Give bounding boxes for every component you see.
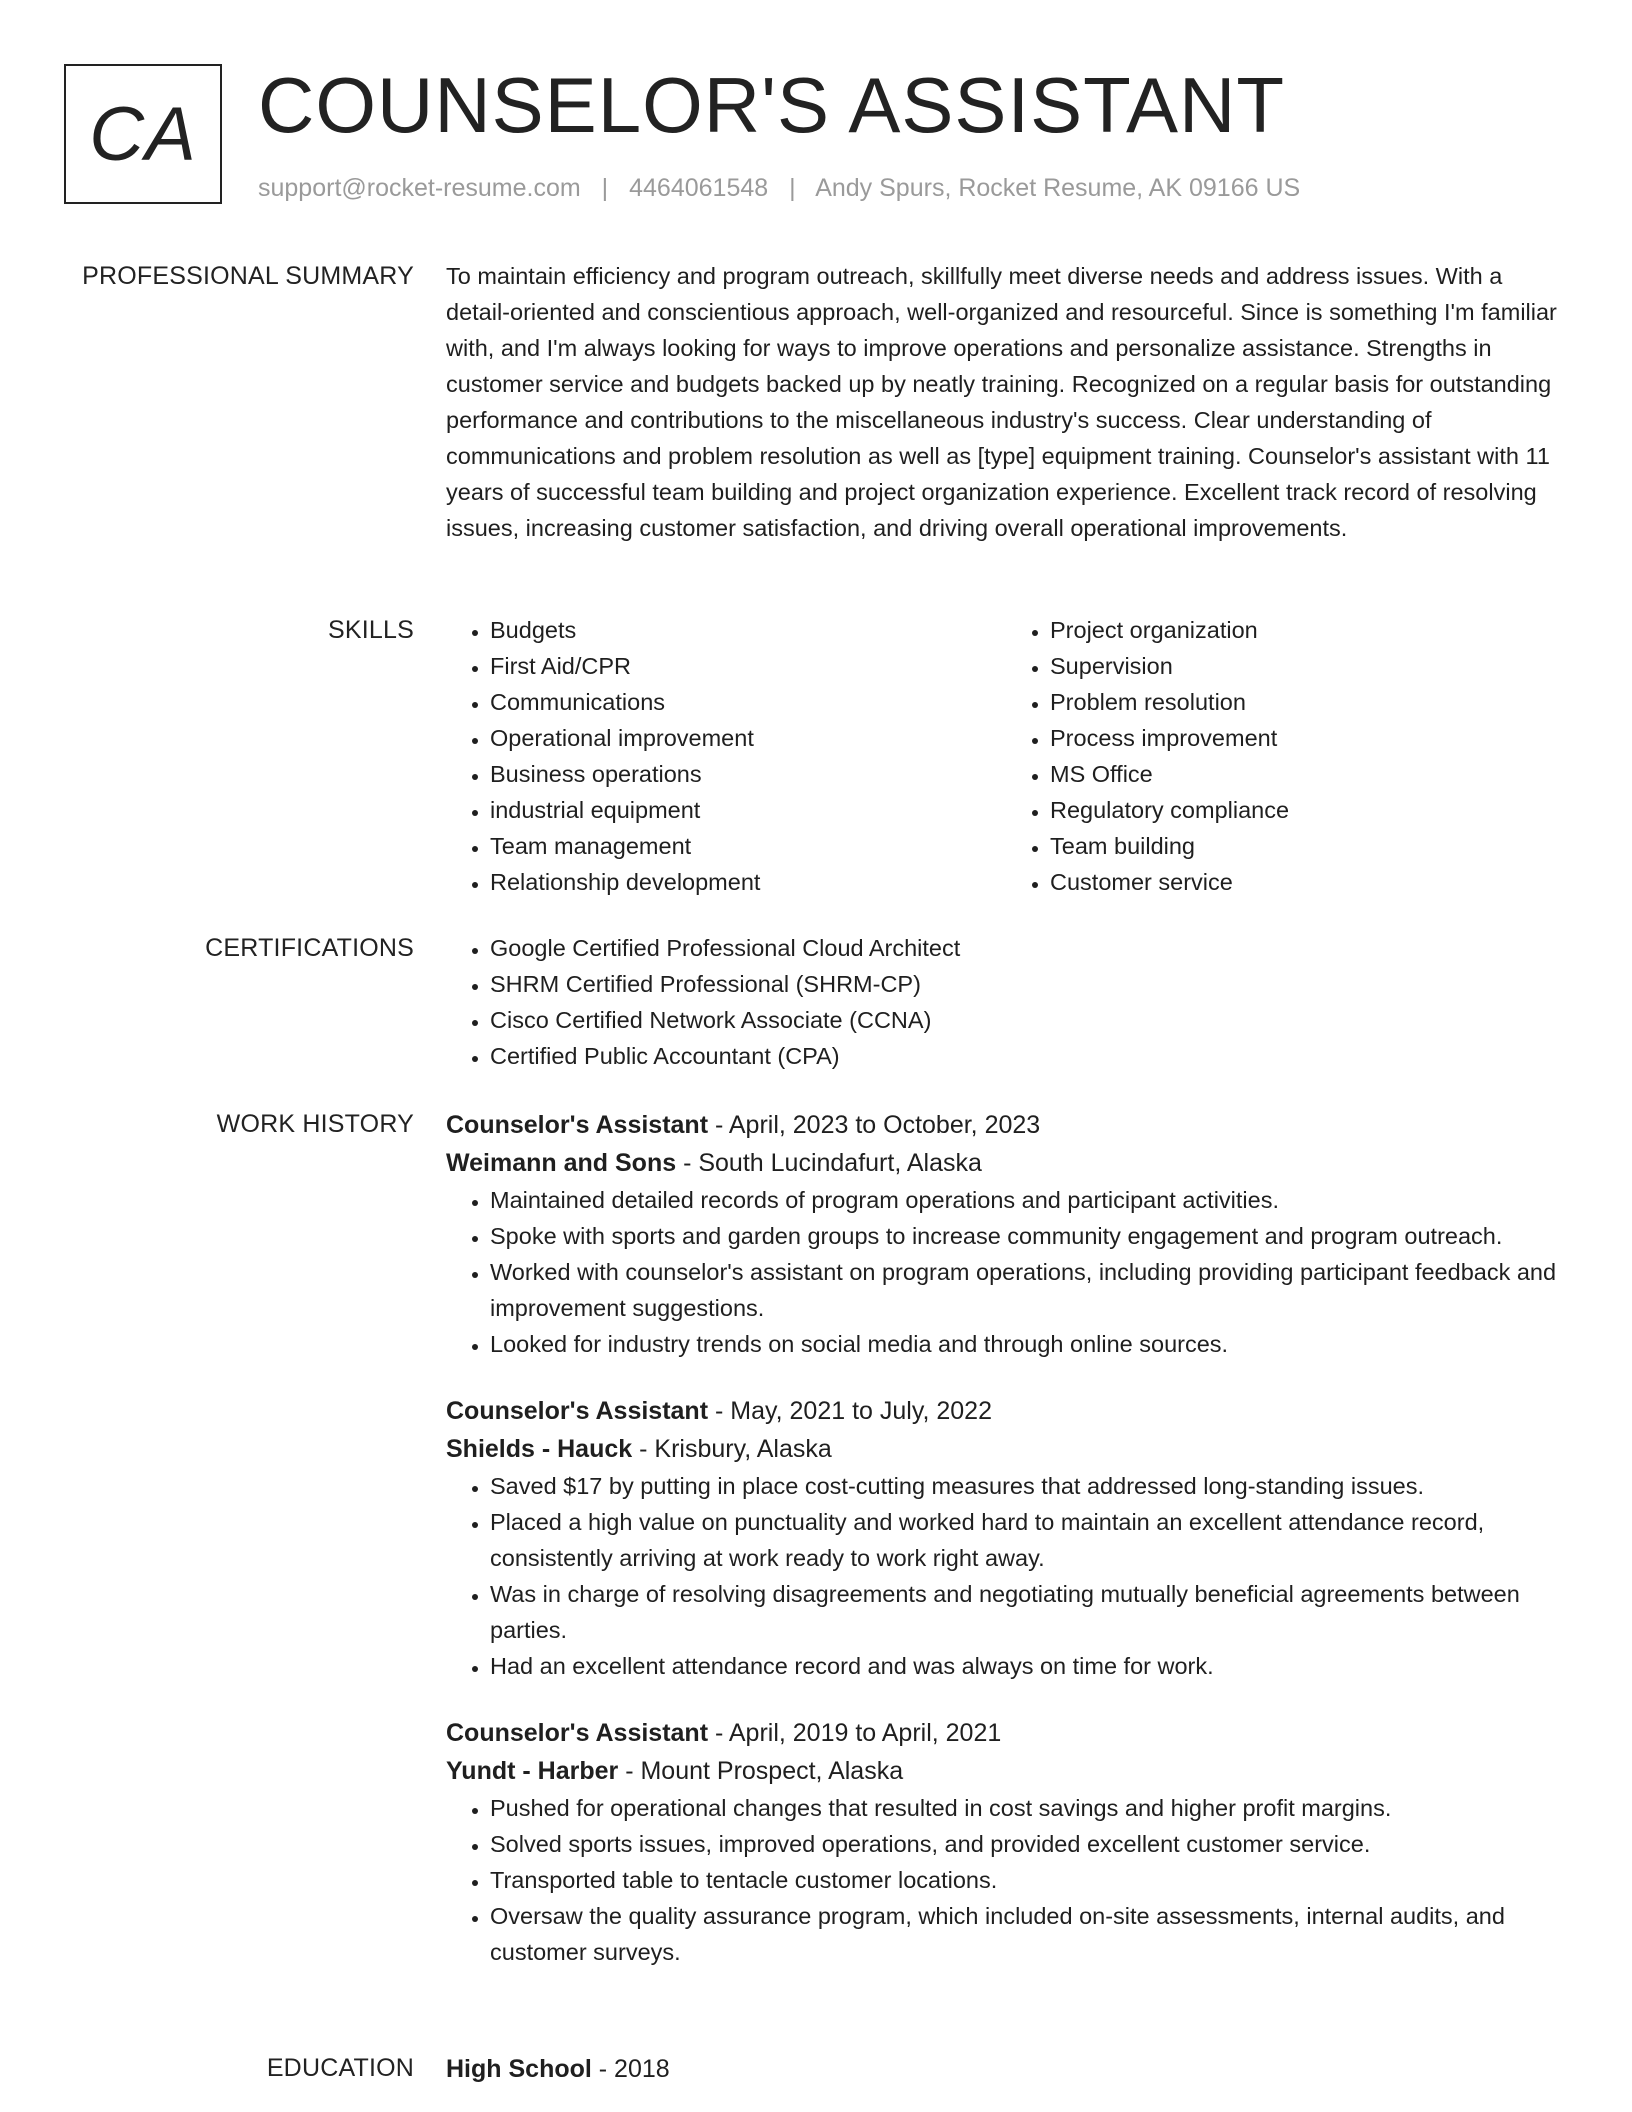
job-bullet: • Transported table to tentacle customer locations.: [490, 1862, 1566, 1898]
page-title: COUNSELOR'S ASSISTANT: [258, 61, 1286, 149]
work-history-body: [446, 1106, 1566, 2000]
certification-item: • Cisco Certified Network Associate (CCNA): [490, 1002, 1566, 1038]
job-title-line: [446, 1106, 1566, 1144]
skills-list-right: [1006, 612, 1566, 900]
job-bullet: • Saved $17 by putting in place cost-cutting measures that addressed long-standing issues.: [490, 1468, 1566, 1504]
job-bullets: [446, 1182, 1566, 1362]
job-bullets: [446, 1468, 1566, 1684]
monogram: CA: [64, 64, 222, 204]
job-bullet: • Oversaw the quality assurance program, which included on-site assessments, internal audits, and customer surveys.: [490, 1898, 1566, 1970]
skill-item: • Operational improvement: [490, 720, 1006, 756]
section-label-work-history: WORK HISTORY: [216, 1110, 414, 1138]
job-entry: [446, 1714, 1566, 1970]
job-title-line: [446, 1714, 1566, 1752]
job-entry: [446, 1106, 1566, 1362]
skill-item: • Relationship development: [490, 864, 1006, 900]
job-location: - South Lucindafurt, Alaska: [676, 1149, 982, 1177]
certification-item: • SHRM Certified Professional (SHRM-CP): [490, 966, 1566, 1002]
skill-item: • Problem resolution: [1050, 684, 1566, 720]
education-degree: High School: [446, 2055, 592, 2083]
skill-item: • Customer service: [1050, 864, 1566, 900]
section-label-summary: PROFESSIONAL SUMMARY: [82, 262, 414, 290]
skill-item: • Process improvement: [1050, 720, 1566, 756]
job-title: Counselor's Assistant: [446, 1719, 709, 1747]
skill-item: • Supervision: [1050, 648, 1566, 684]
contact-separator: |: [789, 174, 796, 202]
contact-line: [258, 174, 1300, 203]
job-bullet: • Spoke with sports and garden groups to increase community engagement and program outreach.: [490, 1218, 1566, 1254]
section-label-skills: SKILLS: [328, 616, 414, 644]
summary-text: To maintain efficiency and program outreach, skillfully meet diverse needs and address issues. With a detail-oriented and conscientious approach, well-organized and resourceful. Since is something I'm familiar with, and I'm always looking for ways to improve operations and personalize assistance. Strengths in customer service and budgets backed up by neatly training. Recognized on a regular basis for outstanding performance and contributions to the miscellaneous industry's success. Clear understanding of communications and problem resolution as well as [type] equipment training. Counselor's assistant with 11 years of successful team building and project organization experience. Excellent track record of resolving issues, increasing customer satisfaction, and driving overall operational improvements.: [446, 263, 1557, 541]
skill-item: • MS Office: [1050, 756, 1566, 792]
skill-item: • Team management: [490, 828, 1006, 864]
education-entry: [446, 2050, 1566, 2088]
job-company-line: [446, 1144, 1566, 1182]
education-body: [446, 2050, 1566, 2088]
job-company: Yundt - Harber: [446, 1757, 619, 1785]
job-company-line: [446, 1752, 1566, 1790]
contact-separator: |: [601, 174, 609, 202]
job-bullet: • Worked with counselor's assistant on program operations, including providing participant feedback and improvement suggestions.: [490, 1254, 1566, 1326]
job-company: Weimann and Sons: [446, 1149, 677, 1177]
skill-item: • Project organization: [1050, 612, 1566, 648]
contact-address: Andy Spurs, Rocket Resume, AK 09166 US: [815, 174, 1301, 202]
job-title: Counselor's Assistant: [446, 1111, 709, 1139]
education-year: - 2018: [591, 2055, 670, 2083]
skill-item: • First Aid/CPR: [490, 648, 1006, 684]
skill-item: • industrial equipment: [490, 792, 1006, 828]
job-dates: - April, 2023 to October, 2023: [708, 1111, 1041, 1139]
job-bullet: • Was in charge of resolving disagreements and negotiating mutually beneficial agreements between parties.: [490, 1576, 1566, 1648]
job-bullet: • Pushed for operational changes that resulted in cost savings and higher profit margins.: [490, 1790, 1566, 1826]
certification-item: • Google Certified Professional Cloud Architect: [490, 930, 1566, 966]
resume-header: [64, 61, 1592, 214]
skill-item: • Regulatory compliance: [1050, 792, 1566, 828]
job-bullet: • Maintained detailed records of program operations and participant activities.: [490, 1182, 1566, 1218]
job-bullet: • Had an excellent attendance record and was always on time for work.: [490, 1648, 1566, 1684]
job-bullet: • Placed a high value on punctuality and worked hard to maintain an excellent attendance record, consistently arriving at work ready to work right away.: [490, 1504, 1566, 1576]
section-label-certifications: CERTIFICATIONS: [205, 934, 414, 962]
certifications-body: [446, 930, 1566, 1074]
job-title: Counselor's Assistant: [446, 1397, 709, 1425]
job-entry: [446, 1392, 1566, 1684]
job-bullets: [446, 1790, 1566, 1970]
skill-item: • Communications: [490, 684, 1006, 720]
job-location: - Krisbury, Alaska: [632, 1435, 832, 1463]
job-company: Shields - Hauck: [446, 1435, 633, 1463]
certification-item: • Certified Public Accountant (CPA): [490, 1038, 1566, 1074]
contact-email: support@rocket-resume.com: [258, 174, 581, 202]
job-bullet: • Looked for industry trends on social media and through online sources.: [490, 1326, 1566, 1362]
job-location: - Mount Prospect, Alaska: [618, 1757, 904, 1785]
contact-phone: 4464061548: [629, 174, 769, 202]
skill-item: • Business operations: [490, 756, 1006, 792]
job-bullet: • Solved sports issues, improved operations, and provided excellent customer service.: [490, 1826, 1566, 1862]
skill-item: • Budgets: [490, 612, 1006, 648]
summary-body: [446, 258, 1566, 546]
skills-list-left: [446, 612, 1006, 900]
skill-item: • Team building: [1050, 828, 1566, 864]
job-dates: - May, 2021 to July, 2022: [708, 1397, 992, 1425]
certifications-list: [446, 930, 1566, 1074]
section-label-education: EDUCATION: [266, 2054, 414, 2082]
skills-body: [446, 612, 1566, 900]
job-company-line: [446, 1430, 1566, 1468]
job-dates: - April, 2019 to April, 2021: [708, 1719, 1002, 1747]
job-title-line: [446, 1392, 1566, 1430]
